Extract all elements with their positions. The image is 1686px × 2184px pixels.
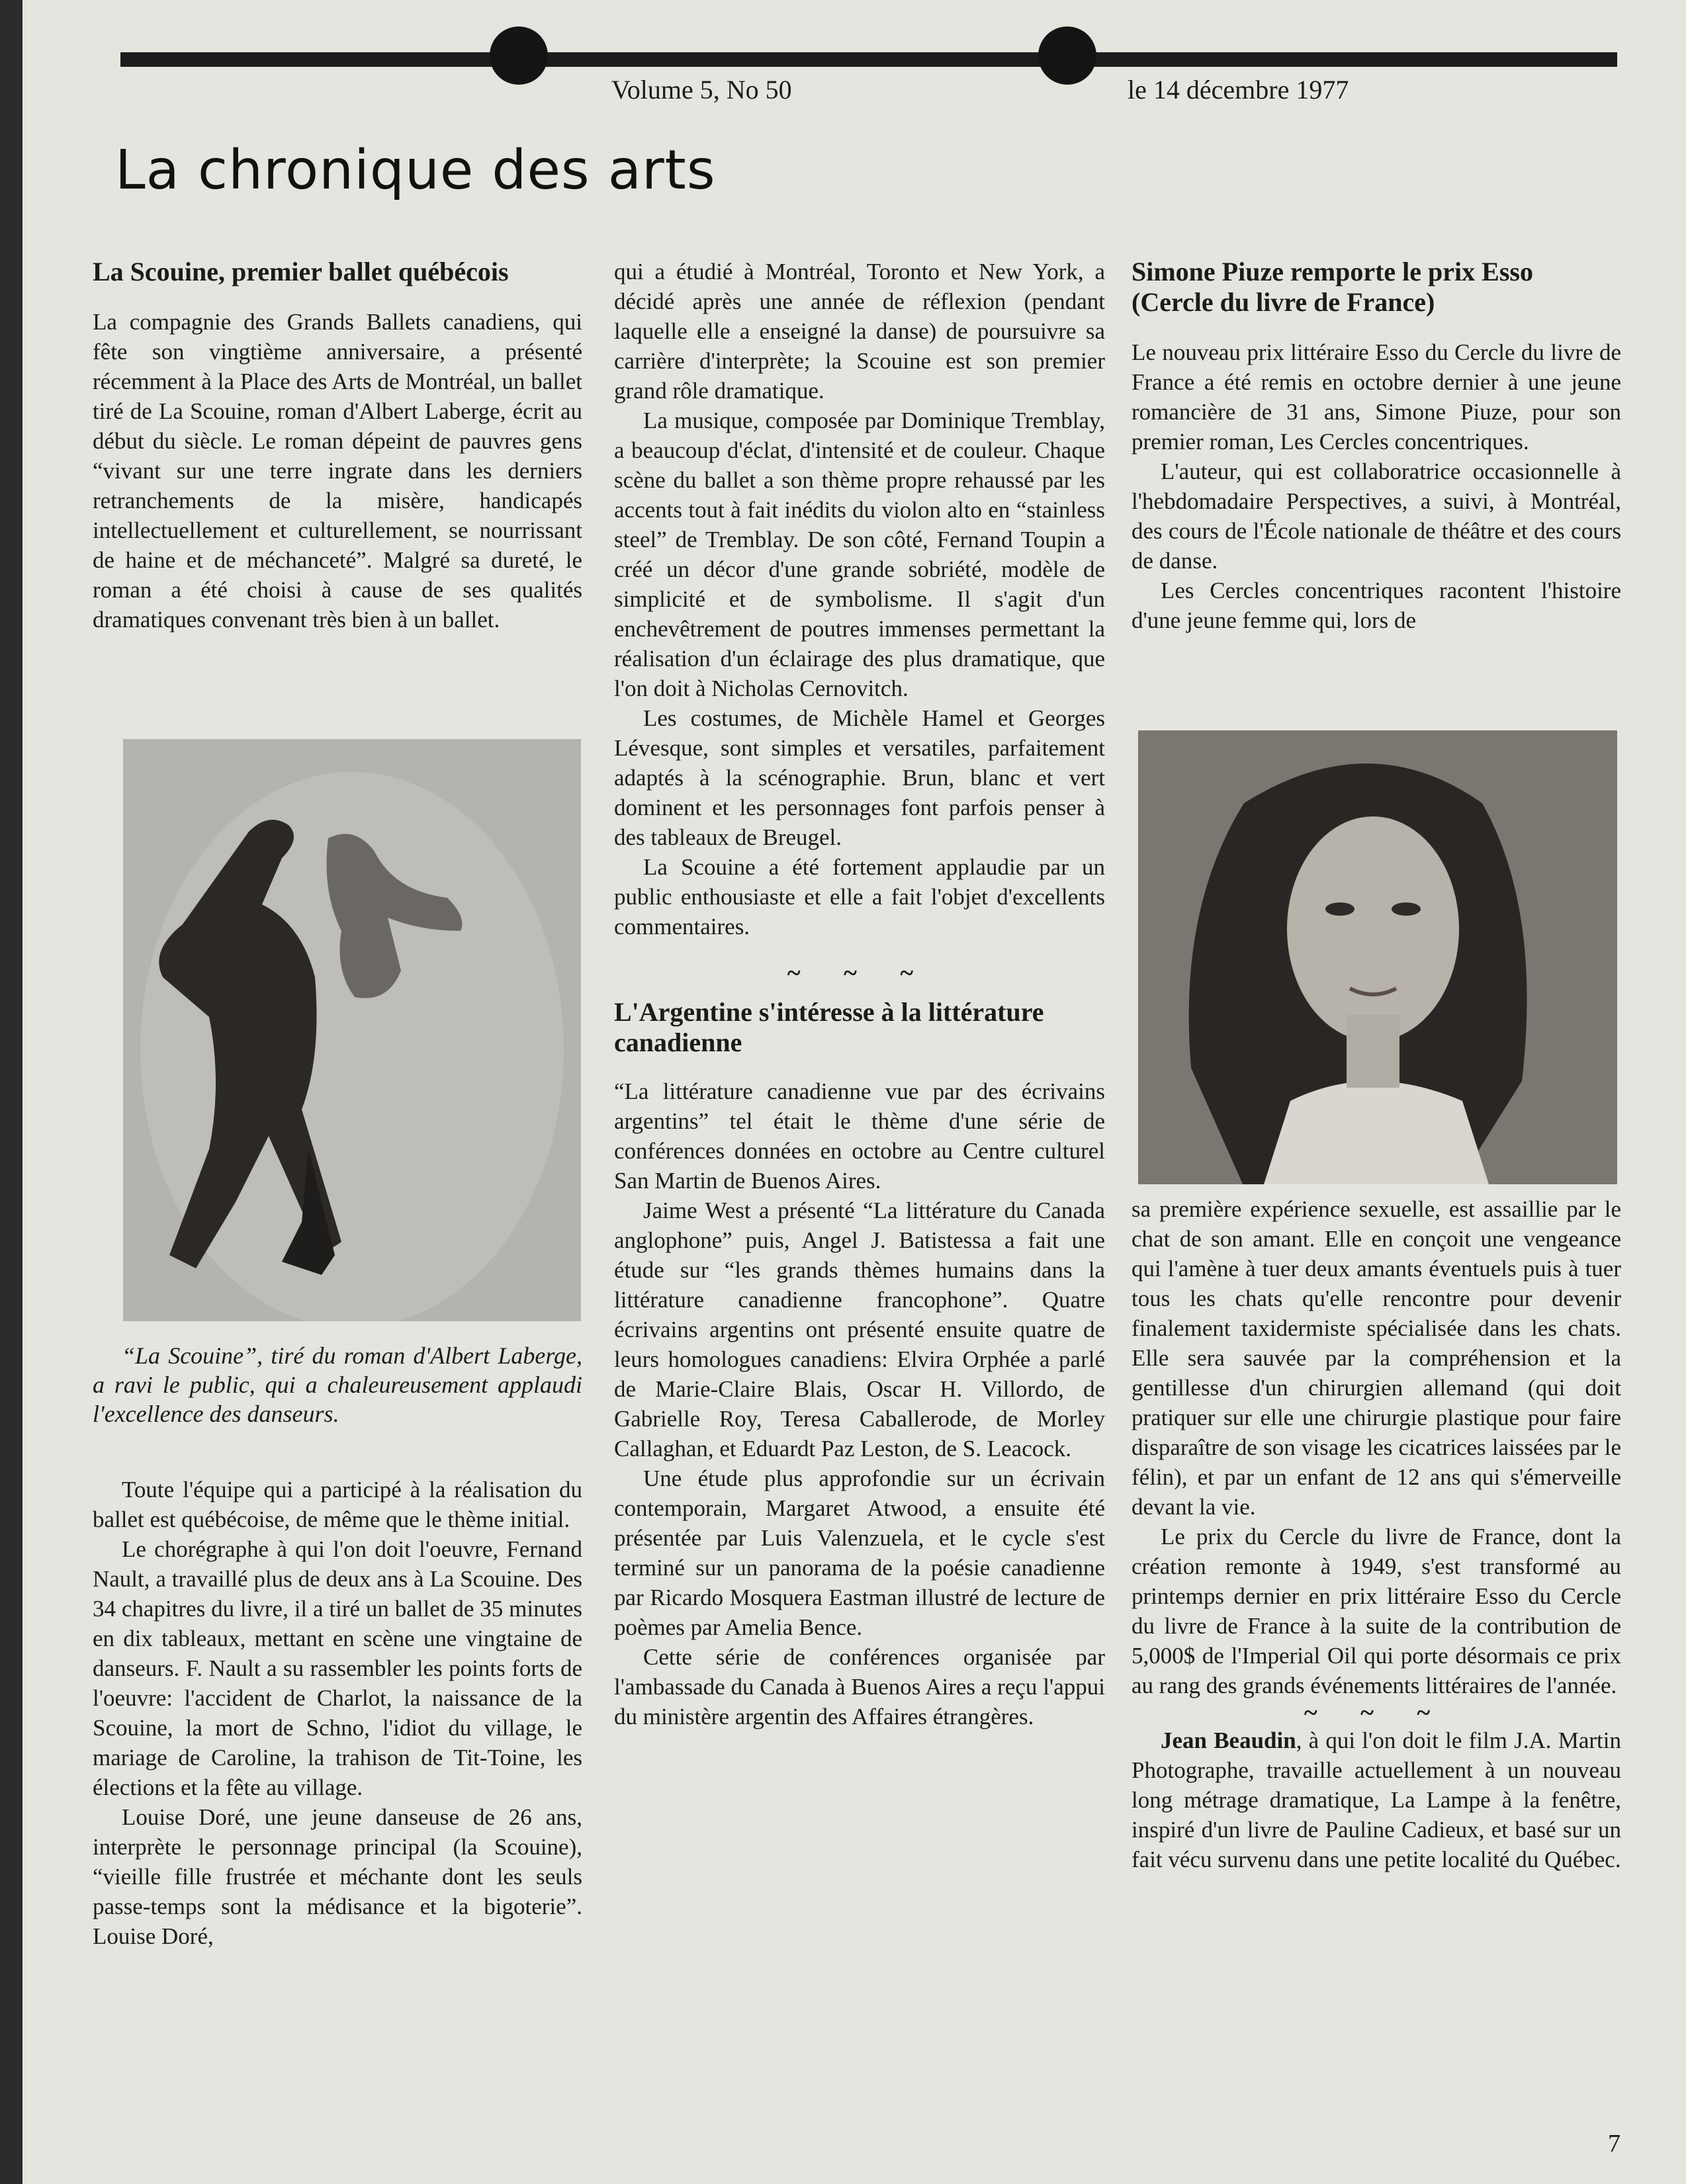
article-paragraph: [1131, 1725, 1621, 1874]
section-title: La chronique des arts: [115, 139, 716, 202]
column-3: [1131, 257, 1621, 635]
article-paragraph: La compagnie des Grands Ballets canadiens, qui fête son vingtième anniversaire, a présenté récemment à la Place des Arts de Montréal, un ballet tiré de La Scouine, roman d'Albert Laberge, écrit au début du siècle. Le roman dépeint de pauvres gens “vivant sur une terre ingrate dans les derniers retranchements de la misère, handicapés intellectuellement et culturellement, se nourrissant de haine et de méchanceté”. Malgré sa dureté, le roman a été choisi à cause de ses qualités dramatiques convenant très bien à un ballet.: [93, 309, 582, 633]
article-paragraph: Le nouveau prix littéraire Esso du Cercle du livre de France a été remis en octobre dernier à une jeune romancière de 31 ans, Simone Piuze, pour son premier roman, Les Cercles concentriques.: [1131, 339, 1621, 455]
header-dot-left: [490, 26, 548, 85]
article-paragraph: La Scouine a été fortement applaudie par un public enthousiaste et elle a fait l'objet d'excellents commentaires.: [614, 854, 1105, 939]
article-paragraph: Le chorégraphe à qui l'on doit l'oeuvre, Fernand Nault, a travaillé plus de deux ans à La Scouine. Des 34 chapitres du livre, il a tiré un ballet de 35 minutes en dix tableaux, mettant en scène une vingtaine de danseurs. F. Nault a su rassembler les points forts de l'oeuvre: l'accident de Charlot, la naissance de la Scouine, la mort de Schno, l'idiot du village, le mariage de Caroline, la trahison de Tit-Toine, les élections et la fête au village.: [93, 1536, 582, 1800]
article-paragraph: Toute l'équipe qui a participé à la réalisation du ballet est québécoise, de même que le thème initial.: [93, 1477, 582, 1532]
article-paragraph: Les costumes, de Michèle Hamel et Georges Lévesque, sont simples et versatiles, parfaitement adaptés à la scénographie. Brun, blanc et vert dominent et les personnages font parfois penser à des tableaux de Breugel.: [614, 705, 1105, 850]
column-2: [614, 257, 1105, 1731]
article-headline: La Scouine, premier ballet québécois: [93, 257, 509, 286]
article-headline: L'Argentine s'intéresse à la littérature canadienne: [614, 997, 1044, 1057]
article-paragraph: Le prix du Cercle du livre de France, dont la création remonte à 1949, s'est transformé au printemps dernier en prix littéraire Esso du Cercle du livre de France à la suite de la contribution de 5,000$ de l'Imperial Oil qui porte désormais ce prix au rang des grands événements littéraires de l'année.: [1131, 1524, 1621, 1698]
article-paragraph: Louise Doré, une jeune danseuse de 26 ans, interprète le personnage principal (la Scouine), “vieille fille frustrée et méchante dont les seuls passe-temps sont la médisance et la bigoterie”. Louise Doré,: [93, 1804, 582, 1949]
person-name: Jean Beaudin: [1161, 1727, 1296, 1753]
article-paragraph: Les Cercles concentriques racontent l'histoire d'une jeune femme qui, lors de: [1131, 578, 1621, 633]
section-divider: ~ ~ ~: [787, 959, 932, 987]
article-paragraph: Jaime West a présenté “La littérature du Canada anglophone” puis, Angel J. Batistessa a fait une étude sur “les grands thèmes humains dans la littérature canadienne francophone”. Quatre écrivains argentins ont présenté ensuite quatre de leurs homologues canadiens: Elvira Orphée a parlé de Marie-Claire Blais, Oscar H. Villordo, de Gabrielle Roy, Teresa Caballerode, de Morley Callaghan, et Eduardt Paz Leston, de S. Leacock.: [614, 1198, 1105, 1462]
article-paragraph: “La littérature canadienne vue par des écrivains argentins” tel était le thème d'une série de conférences données en octobre au Centre culturel San Martin de Buenos Aires.: [614, 1078, 1105, 1194]
column-3-lower: [1131, 1194, 1621, 1874]
section-divider: ~ ~ ~: [1304, 1699, 1449, 1727]
page-number: 7: [1608, 2130, 1620, 2158]
header-dot-right: [1038, 26, 1096, 85]
ballet-dancers-photo: [123, 739, 581, 1321]
article-paragraph: La musique, composée par Dominique Tremblay, a beaucoup d'éclat, d'intensité et de couleur. Chaque scène du ballet a son thème propre rehaussé par les accents tout à fait inédits du violon alto en “stainless steel” de Tremblay. De son côté, Fernand Toupin a créé un décor d'une grande sobriété, modèle de simplicité et de symbolisme. Il s'agit d'un enchevêtrement de poutres immenses permettant la réalisation d'un éclairage des plus dramatique, que l'on doit à Nicholas Cernovitch.: [614, 408, 1105, 701]
column-1: [93, 257, 582, 634]
article-headline: Simone Piuze remporte le prix Esso (Cercle du livre de France): [1131, 257, 1533, 317]
author-portrait-photo: [1138, 730, 1617, 1184]
newspaper-page: [22, 0, 1686, 2184]
header-rule: [120, 52, 1617, 67]
article-text: , à qui l'on doit le film J.A. Martin Photographe, travaille actuellement à un nouveau long métrage dramatique, La Lampe à la fenêtre, inspiré d'un livre de Pauline Cadieux, et basé sur un fait vécu survenu dans une petite localité du Québec.: [1131, 1727, 1622, 1872]
article-paragraph: Cette série de conférences organisée par l'ambassade du Canada à Buenos Aires a reçu l'appui du ministère argentin des Affaires étrangères.: [614, 1644, 1105, 1729]
article-paragraph: sa première expérience sexuelle, est assaillie par le chat de son amant. Elle en conçoit une vengeance qui l'amène à tuer deux amants éventuels puis à tuer tous les chats qu'elle rencontre pour devenir finalement taxidermiste spécialisée dans les chats. Elle sera sauvée par la compréhension et la gentillesse d'un chirurgien allemand (qui doit pratiquer sur elle une chirurgie plastique pour faire disparaître de son visage les cicatrices laissées par le félin), et par un enfant de 12 ans qui s'émerveille devant la vie.: [1131, 1196, 1621, 1520]
column-1-lower: [93, 1341, 582, 1951]
volume-number: Volume 5, No 50: [611, 75, 792, 105]
article-paragraph: Une étude plus approfondie sur un écrivain contemporain, Margaret Atwood, a ensuite été présentée par Luis Valenzuela, et le cycle s'est terminé sur un panorama de la poésie canadienne par Ricardo Mosquera Eastman illustré de lecture de poèmes par Amelia Bence.: [614, 1465, 1105, 1640]
article-paragraph: L'auteur, qui est collaboratrice occasionnelle à l'hebdomadaire Perspectives, a suivi, à Montréal, des cours de l'École nationale de théâtre et des cours de danse.: [1131, 459, 1621, 574]
issue-date: le 14 décembre 1977: [1128, 75, 1349, 105]
article-paragraph: qui a étudié à Montréal, Toronto et New York, a décidé après une année de réflexion (pendant laquelle elle a enseigné la danse) de poursuivre sa carrière d'interprète; la Scouine est son premier grand rôle dramatique.: [614, 259, 1105, 404]
photo-caption: “La Scouine”, tiré du roman d'Albert Laberge, a ravi le public, qui a chaleureusement applaudi l'excellence des danseurs.: [93, 1342, 582, 1427]
